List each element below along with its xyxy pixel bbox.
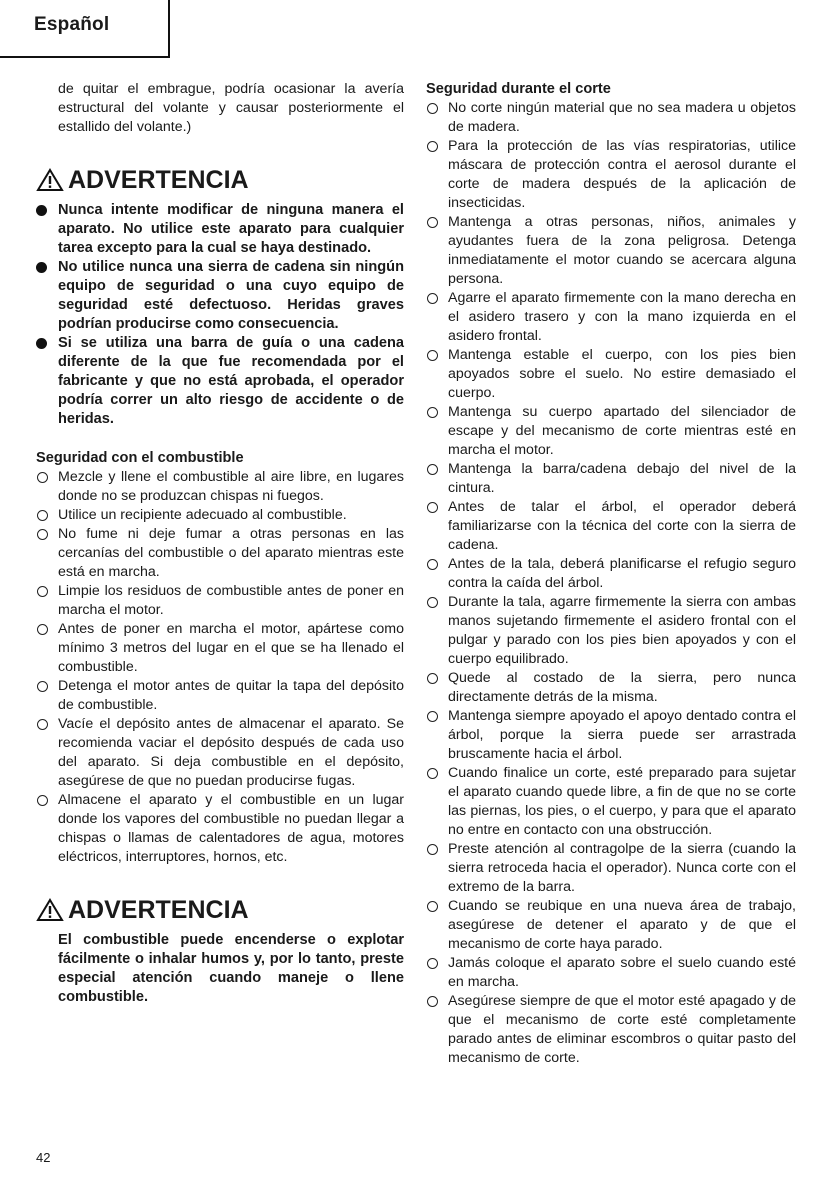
cutting-safety-list <box>426 99 796 1068</box>
list-item: No fume ni deje fumar a otras personas en las cercanías del combustible o del aparato mientras este está en marcha. <box>36 525 404 582</box>
list-item: Antes de poner en marcha el motor, apártese como mínimo 3 metros del lugar en el que se ha llenado el combustible. <box>36 620 404 677</box>
warning-title-1: ADVERTENCIA <box>68 166 249 194</box>
list-item: Utilice un recipiente adecuado al combustible. <box>36 506 404 525</box>
list-item: Mantenga estable el cuerpo, con los pies bien apoyados sobre el suelo. No estire demasiado el cuerpo. <box>426 346 796 403</box>
list-item: Mantenga a otras personas, niños, animales y ayudantes fuera de la zona peligrosa. Detenga inmediatamente el motor cuando se acercara alguna persona. <box>426 213 796 289</box>
list-item: Antes de talar el árbol, el operador deberá familiarizarse con la técnica del corte con la sierra de cadena. <box>426 498 796 555</box>
list-item: Vacíe el depósito antes de almacenar el aparato. Se recomienda vaciar el depósito después de cada uso del aparato. Si deja combustible en el depósito, asegúrese de que no puedan producirse fugas. <box>36 715 404 791</box>
list-item: Cuando se reubique en una nueva área de trabajo, asegúrese de detener el aparato y de que el mecanismo de corte haya parado. <box>426 897 796 954</box>
warning-title-2: ADVERTENCIA <box>68 896 249 924</box>
warning-list-1 <box>36 201 404 429</box>
list-item: Almacene el aparato y el combustible en un lugar donde los vapores del combustible no puedan llegar a chispas o llamas de calentadores de agua, motores eléctricos, interruptores, hornos, etc. <box>36 791 404 867</box>
list-item: Durante la tala, agarre firmemente la sierra con ambas manos sujetando firmemente el asidero frontal con el pulgar y parado con los pies bien apoyados y con el cuerpo equilibrado. <box>426 593 796 669</box>
language-tab <box>0 0 170 58</box>
list-item: Agarre el aparato firmemente con la mano derecha en el asidero trasero y con la mano izquierda en el asidero frontal. <box>426 289 796 346</box>
list-item: Mantenga su cuerpo apartado del silenciador de escape y del mecanismo de corte mientras esté en marcha el motor. <box>426 403 796 460</box>
language-label: Español <box>34 14 110 35</box>
list-item: No corte ningún material que no sea madera u objetos de madera. <box>426 99 796 137</box>
page-number: 42 <box>36 1150 51 1165</box>
warning-heading-1 <box>36 165 404 195</box>
list-item: Jamás coloque el aparato sobre el suelo cuando esté en marcha. <box>426 954 796 992</box>
list-item: Para la protección de las vías respiratorias, utilice máscara de protección contra el aerosol durante el corte de madera después de la aplicación de insecticidas. <box>426 137 796 213</box>
list-item: Detenga el motor antes de quitar la tapa del depósito de combustible. <box>36 677 404 715</box>
list-item: Mantenga siempre apoyado el apoyo dentado contra el árbol, porque la sierra puede ser arrastrada bruscamente hacia el árbol. <box>426 707 796 764</box>
intro-paragraph: de quitar el embrague, podría ocasionar la avería estructural del volante y causar posteriormente el estallido del volante.) <box>58 81 404 135</box>
list-item: Limpie los residuos de combustible antes de poner en marcha el motor. <box>36 582 404 620</box>
fuel-safety-heading: Seguridad con el combustible <box>36 450 244 466</box>
list-item: Antes de la tala, deberá planificarse el refugio seguro contra la caída del árbol. <box>426 555 796 593</box>
right-column <box>426 80 796 1068</box>
list-item: Preste atención al contragolpe de la sierra (cuando la sierra retroceda hacia el operador). Nunca corte con el extremo de la barra. <box>426 840 796 897</box>
list-item: Quede al costado de la sierra, pero nunca directamente detrás de la misma. <box>426 669 796 707</box>
warning-triangle-icon <box>36 898 64 922</box>
cutting-safety-heading: Seguridad durante el corte <box>426 81 611 97</box>
warning-item: Si se utiliza una barra de guía o una cadena diferente de la que fue recomendada por el fabricante y que no está aprobada, el operador podría correr un alto riesgo de accidente o de heridas. <box>36 334 404 429</box>
list-item: Mezcle y llene el combustible al aire libre, en lugares donde no se produzcan chispas ni fuegos. <box>36 468 404 506</box>
list-item: Asegúrese siempre de que el motor esté apagado y de que el mecanismo de corte esté completamente parado antes de eliminar escombros o quitar pasto del mecanismo de corte. <box>426 992 796 1068</box>
warning-heading-2 <box>36 895 404 925</box>
list-item: Mantenga la barra/cadena debajo del nivel de la cintura. <box>426 460 796 498</box>
warning-triangle-icon <box>36 168 64 192</box>
left-column <box>36 80 404 1007</box>
list-item: Cuando finalice un corte, esté preparado para sujetar el aparato cuando quede libre, a fin de que no se corte las piernas, los pies, o el cuerpo, y para que el aparato no entre en contacto con una obstrucción. <box>426 764 796 840</box>
fuel-warning-text: El combustible puede encenderse o explotar fácilmente o inhalar humos y, por lo tanto, preste especial atención cuando maneje o llene combustible. <box>58 932 404 1005</box>
fuel-safety-list <box>36 468 404 867</box>
warning-item: No utilice nunca una sierra de cadena sin ningún equipo de seguridad o una cuyo equipo de seguridad esté defectuoso. Heridas graves podrían producirse como consecuencia. <box>36 258 404 334</box>
warning-item: Nunca intente modificar de ninguna manera el aparato. No utilice este aparato para cualquier tarea excepto para la cual se haya destinado. <box>36 201 404 258</box>
